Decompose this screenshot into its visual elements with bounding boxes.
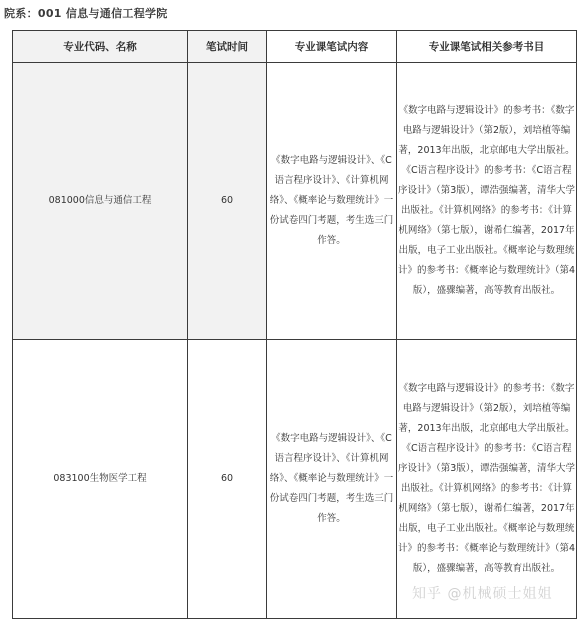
table-row (13, 63, 577, 340)
table-header-row (13, 31, 577, 63)
exam-content-cell: 《数字电路与逻辑设计》、《C语言程序设计》、《计算机网络》、《概率论与数理统计》一份试卷四门考题，考生选三门作答。 (267, 63, 397, 340)
major-cell: 083100生物医学工程 (13, 340, 188, 619)
watermark: 知乎 @机械硕士姐姐 (412, 586, 553, 602)
header-references: 专业课笔试相关参考书目 (397, 31, 577, 63)
references-cell: 《数字电路与逻辑设计》的参考书：《数字电路与逻辑设计》（第2版），刘培植等编著，2013年出版，北京邮电大学出版社。《C语言程序设计》的参考书：《C语言程序设计》（第3版），谭浩强编著，清华大学出版社。《计算机网络》的参考书：《计算机网络》（第七版），谢希仁编著，2017年出版，电子工业出版社。《概率论与数理统计》的参考书：《概率论与数理统计》（第4版），盛骤编著，高等教育出版社。 (397, 63, 577, 340)
references-cell: 《数字电路与逻辑设计》的参考书：《数字电路与逻辑设计》（第2版），刘培植等编著，2013年出版，北京邮电大学出版社。《C语言程序设计》的参考书：《C语言程序设计》（第3版），谭浩强编著，清华大学出版社。《计算机网络》的参考书：《计算机网络》（第七版），谢希仁编著，2017年出版，电子工业出版社。《概率论与数理统计》的参考书：《概率论与数理统计》（第4版），盛骤编著，高等教育出版社。 (397, 340, 577, 619)
header-major: 专业代码、名称 (13, 31, 188, 63)
header-exam-time: 笔试时间 (188, 31, 267, 63)
department-title: 院系：001 信息与通信工程学院 (4, 7, 168, 20)
major-cell: 081000信息与通信工程 (13, 63, 188, 340)
table-row (13, 340, 577, 619)
header-exam-content: 专业课笔试内容 (267, 31, 397, 63)
exam-content-cell: 《数字电路与逻辑设计》、《C语言程序设计》、《计算机网络》、《概率论与数理统计》一份试卷四门考题，考生选三门作答。 (267, 340, 397, 619)
exam-time-cell: 60 (188, 63, 267, 340)
exam-time-cell: 60 (188, 340, 267, 619)
exam-table (12, 30, 577, 619)
